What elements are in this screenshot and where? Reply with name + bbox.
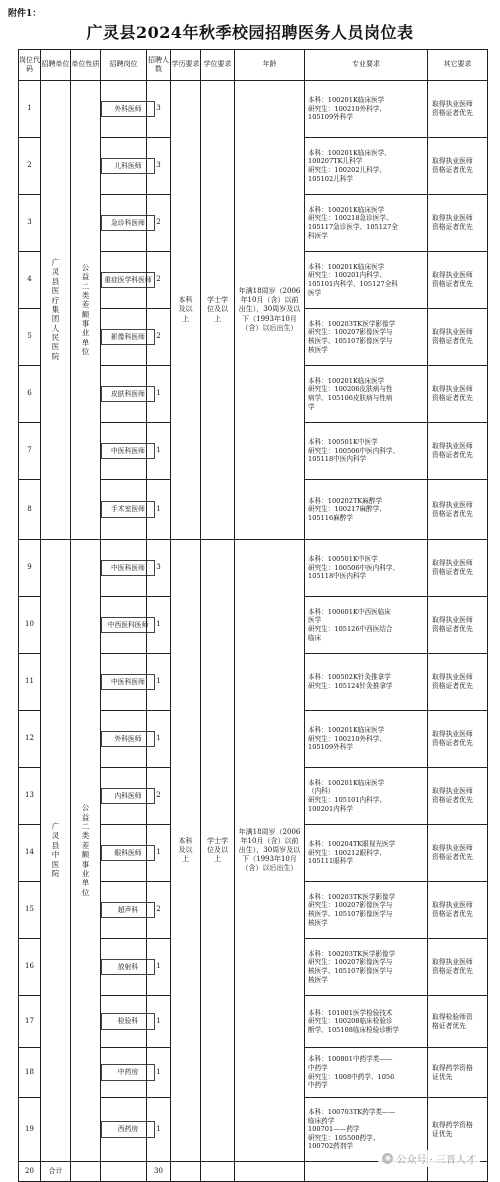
major-line: 临床药学 [308, 1116, 335, 1125]
major-line: 研究生：100201内科学、 [308, 271, 386, 280]
row-post [101, 480, 147, 540]
row-major [305, 711, 428, 768]
major-line: 核医学 [308, 918, 328, 927]
row-code: 14 [19, 825, 41, 882]
major-line: 中药学 [308, 1063, 328, 1072]
table-header-row [19, 50, 488, 81]
row-count: 2 [147, 309, 171, 366]
row-post [101, 597, 147, 654]
row-code: 18 [19, 1048, 41, 1098]
row-other [428, 81, 488, 138]
other-line: 取得药学资格 [432, 1120, 473, 1129]
other-line: 取得执业医师 [432, 844, 473, 853]
other-line: 取得执业医师 [432, 500, 473, 509]
other-line: 格证者优先 [432, 1021, 466, 1030]
row-count: 2 [147, 252, 171, 309]
row-major [305, 138, 428, 195]
group-unit [41, 81, 71, 540]
row-other [428, 480, 488, 540]
row-count: 1 [147, 366, 171, 423]
row-code: 10 [19, 597, 41, 654]
group-age [235, 540, 305, 1162]
header-count: 招聘人数 [147, 50, 171, 81]
unit-name: 广灵县中医院 [51, 822, 60, 878]
major-line: 105117急诊医学、105127全 [308, 223, 398, 231]
row-other [428, 939, 488, 996]
other-line: 资格证者优先 [432, 451, 473, 459]
major-line: 研究生：100218急诊医学、 [308, 214, 393, 223]
row-other [428, 138, 488, 195]
major-line: 本科：100201K临床医学 [308, 262, 385, 271]
group-degree [201, 81, 235, 540]
major-line: 病学、105106皮肤病与性病 [308, 394, 393, 402]
row-code: 19 [19, 1098, 41, 1162]
row-count: 3 [147, 81, 171, 138]
row-post [101, 1048, 147, 1098]
major-line: 研究生：100207影像医学与 [308, 901, 393, 910]
edu-requirement: 本科及以上 [178, 836, 193, 864]
row-other [428, 825, 488, 882]
row-code: 15 [19, 882, 41, 939]
total-label: 合计 [41, 1162, 71, 1182]
row-code: 17 [19, 996, 41, 1048]
major-line: 本科：100201K临床医学 [308, 376, 385, 385]
row-post [101, 423, 147, 480]
other-line: 资格证者优先 [432, 625, 473, 633]
row-post [101, 768, 147, 825]
row-count: 1 [147, 480, 171, 540]
row-post [101, 654, 147, 711]
row-code: 9 [19, 540, 41, 597]
row-code: 13 [19, 768, 41, 825]
row-major [305, 882, 428, 939]
total-empty [101, 1162, 147, 1182]
attachment-label: 附件1： [8, 9, 42, 19]
age-requirement: 年满18周岁（2006年10月（含）以前出生），30周岁及以下（1993年10月（含）以后出生） [238, 827, 301, 873]
row-count: 1 [147, 825, 171, 882]
row-major [305, 597, 428, 654]
major-line: 医学 [308, 288, 322, 297]
row-code: 1 [19, 81, 41, 138]
row-other [428, 996, 488, 1048]
other-line: 资格证者优先 [432, 337, 473, 345]
major-line: 本科：100502K针灸推拿学 [308, 673, 391, 682]
row-count: 2 [147, 882, 171, 939]
table-row [19, 81, 488, 138]
post-name: 皮肤科医师 [101, 386, 155, 403]
other-line: 资格证者优先 [432, 109, 473, 117]
other-line: 取得执业医师 [432, 673, 473, 682]
other-line: 取得执业医师 [432, 958, 473, 967]
row-code: 16 [19, 939, 41, 996]
row-code: 4 [19, 252, 41, 309]
watermark [378, 1150, 480, 1167]
post-name: 中医科医师 [101, 443, 155, 460]
row-count: 3 [147, 540, 171, 597]
row-code: 7 [19, 423, 41, 480]
major-line: 本科：100201K临床医学 [308, 778, 385, 787]
major-line: 断学、105108临床检验诊断学 [308, 1025, 400, 1034]
major-line: 105118中医内科学 [308, 455, 367, 464]
post-name: 西药房 [101, 1121, 155, 1138]
row-major [305, 540, 428, 597]
major-line: 研究生：100207影像医学与 [308, 328, 393, 337]
row-post [101, 939, 147, 996]
major-line: 核医学 [308, 345, 328, 354]
table-row [19, 540, 488, 597]
major-line: 本科：101001医学检验技术 [308, 1008, 393, 1017]
row-post [101, 252, 152, 309]
other-line: 取得执业医师 [432, 385, 473, 394]
post-name: 内科医师 [101, 788, 155, 805]
major-line: 100701——药学 [308, 1125, 360, 1134]
major-line: 105109外科学 [308, 113, 353, 122]
row-major [305, 654, 428, 711]
edu-requirement: 本科及以上 [178, 296, 193, 323]
header-nature: 单位性质 [71, 50, 101, 81]
watermark-text: 公众号 · 三晋人才 [396, 1155, 476, 1166]
major-line: 105118中医内科学 [308, 572, 367, 581]
major-line: （内科） [308, 787, 335, 796]
row-other [428, 252, 488, 309]
total-empty [171, 1162, 201, 1182]
post-name: 外科医师 [101, 731, 155, 748]
row-code: 11 [19, 654, 41, 711]
row-post [101, 81, 147, 138]
major-line: 本科：100202TK麻醉学 [308, 496, 383, 505]
other-line: 证优先 [432, 1072, 453, 1081]
major-line: 核医学、105107影像医学与 [308, 337, 393, 345]
row-code: 3 [19, 195, 41, 252]
other-line: 取得执业医师 [432, 787, 473, 796]
row-post [101, 309, 147, 366]
major-line: 核医学、105107影像医学与 [308, 910, 393, 918]
row-count: 2 [147, 768, 171, 825]
group-unit [41, 540, 71, 1162]
row-other [428, 711, 488, 768]
major-line: 研究生：100212眼科学、 [308, 848, 386, 857]
post-name: 儿科医师 [101, 158, 155, 175]
major-line: 研究生：1008中药学、1056 [308, 1072, 395, 1081]
major-line: 本科：100201K临床医学 [308, 726, 385, 735]
major-line: 研究生：105124针灸推拿学 [308, 682, 393, 690]
post-name: 放射科 [101, 959, 155, 976]
row-major [305, 768, 428, 825]
post-name: 外科医师 [101, 101, 155, 118]
major-line: 研究生：100210外科学、 [308, 104, 386, 113]
header-degree: 学位要求 [201, 50, 235, 81]
row-other [428, 768, 488, 825]
row-code: 2 [19, 138, 41, 195]
row-code: 5 [19, 309, 41, 366]
major-line: 本科：100601K中西医临床 [308, 607, 391, 616]
header-edu: 学历要求 [171, 50, 201, 81]
post-name: 重症医学科医师 [101, 272, 155, 289]
post-name: 中医科医师 [101, 560, 155, 577]
major-line: 100207TK儿科学 [308, 157, 363, 166]
row-other [428, 597, 488, 654]
row-count: 1 [147, 597, 171, 654]
post-name: 手术室医师 [101, 501, 155, 518]
post-name: 检验科 [101, 1013, 155, 1030]
other-line: 资格证者优先 [432, 394, 473, 402]
other-line: 证优先 [432, 1129, 453, 1138]
major-line: 本科：100703TK药学类—— [308, 1108, 396, 1117]
major-line: 研究生：105500药学、 [308, 1133, 380, 1142]
post-name: 急诊科医师 [101, 215, 155, 232]
major-line: 本科：100203TK医学影像学 [308, 949, 396, 958]
row-count: 1 [147, 711, 171, 768]
header-post: 招聘岗位 [101, 50, 147, 81]
major-line: 105116麻醉学 [308, 513, 353, 522]
unit-nature: 公益二类差额事业单位 [81, 803, 90, 897]
major-line: 本科：100201K临床医学、 [308, 148, 391, 157]
header-age: 年龄 [235, 50, 305, 81]
row-major [305, 1048, 428, 1098]
major-line: 本科：100801中药学类—— [308, 1055, 393, 1064]
major-line: 本科：100204TK眼视光医学 [308, 840, 396, 849]
post-name: 中西医科医师 [101, 617, 155, 634]
other-line: 资格证者优先 [432, 910, 473, 918]
other-line: 资格证者优先 [432, 509, 473, 518]
major-line: 临床 [308, 633, 322, 642]
major-line: 中药学 [308, 1081, 328, 1090]
row-post [101, 825, 147, 882]
other-line: 取得执业医师 [432, 214, 473, 223]
group-degree [201, 540, 235, 1162]
other-line: 取得执业医师 [432, 442, 473, 451]
other-line: 资格证者优先 [432, 223, 473, 231]
other-line: 取得执业医师 [432, 616, 473, 625]
row-post [101, 540, 147, 597]
row-code: 6 [19, 366, 41, 423]
other-line: 取得执业医师 [432, 100, 473, 109]
header-other: 其它要求 [428, 50, 488, 81]
row-other [428, 195, 488, 252]
row-count: 1 [147, 654, 171, 711]
major-line: 医学 [308, 616, 322, 625]
row-other [428, 309, 488, 366]
other-line: 取得执业医师 [432, 328, 473, 337]
total-code: 20 [19, 1162, 41, 1182]
total-count: 30 [147, 1162, 171, 1182]
row-count: 1 [147, 423, 171, 480]
major-line: 科医学 [308, 231, 328, 240]
post-name: 中药房 [101, 1064, 155, 1081]
other-line: 资格证者优先 [432, 280, 473, 288]
major-line: 核医学、105107影像医学与 [308, 967, 393, 975]
major-line: 105102儿科学 [308, 174, 353, 183]
major-line: 研究生：100206皮肤病与性 [308, 385, 393, 394]
major-line: 研究生：100506中医内科学、 [308, 446, 400, 455]
row-count: 3 [147, 138, 171, 195]
other-line: 取得执业医师 [432, 730, 473, 739]
major-line: 本科：100203TK医学影像学 [308, 319, 396, 328]
page-title: 广灵县2024年秋季校园招聘医务人员岗位表 [86, 23, 414, 42]
major-line: 研究生：105126中西医结合 [308, 625, 393, 633]
row-count: 1 [147, 996, 171, 1048]
post-name: 中医科医师 [101, 674, 155, 691]
major-line: 研究生：100207影像医学与 [308, 958, 393, 967]
degree-requirement: 学士学位及以上 [207, 296, 228, 323]
row-major [305, 81, 428, 138]
post-name: 超声科 [101, 902, 155, 919]
row-other [428, 540, 488, 597]
other-line: 资格证者优先 [432, 967, 473, 975]
row-code: 12 [19, 711, 41, 768]
major-line: 本科：100501K中医学 [308, 555, 378, 564]
group-edu [171, 540, 201, 1162]
row-count: 1 [147, 939, 171, 996]
post-name: 影像科医师 [101, 329, 155, 346]
row-major [305, 825, 428, 882]
major-line: 105111眼科学 [308, 857, 353, 866]
row-post [101, 366, 147, 423]
wechat-official-account-icon: ◉ [382, 1153, 393, 1164]
row-major [305, 939, 428, 996]
other-line: 取得执业医师 [432, 157, 473, 166]
major-line: 研究生：100506中医内科学、 [308, 563, 400, 572]
unit-nature: 公益二类差额事业单位 [81, 262, 90, 357]
header-code: 岗位代码 [19, 50, 41, 81]
row-major [305, 309, 428, 366]
major-line: 100201内科学 [308, 804, 353, 813]
major-line: 研究生：100210外科学、 [308, 734, 386, 743]
row-other [428, 882, 488, 939]
major-line: 研究生：105101内科学、 [308, 796, 386, 804]
major-line: 学 [308, 402, 315, 411]
recruitment-table [18, 49, 488, 1182]
major-line: 105101内科学、105127全科 [308, 280, 398, 288]
other-line: 取得执业医师 [432, 901, 473, 910]
row-count: 2 [147, 195, 171, 252]
other-line: 取得药学资格 [432, 1063, 473, 1072]
row-major [305, 480, 428, 540]
row-count: 1 [147, 1098, 171, 1162]
degree-requirement: 学士学位及以上 [207, 836, 228, 864]
other-line: 资格证者优先 [432, 739, 473, 747]
row-other [428, 1048, 488, 1098]
row-other [428, 654, 488, 711]
major-line: 本科：100201K临床医学 [308, 205, 385, 214]
row-count: 1 [147, 1048, 171, 1098]
row-major [305, 423, 428, 480]
row-post [101, 882, 147, 939]
age-requirement: 年满18周岁（2006年10月（含）以前出生），30周岁及以下（1993年10月（含）以后出生） [238, 287, 301, 332]
unit-name: 广灵县医疗集团人民医院 [51, 258, 60, 361]
row-other [428, 423, 488, 480]
other-line: 资格证者优先 [432, 796, 473, 804]
major-line: 100702药剂学 [308, 1142, 353, 1151]
row-other [428, 366, 488, 423]
row-code: 8 [19, 480, 41, 540]
other-line: 资格证者优先 [432, 853, 473, 861]
row-post [101, 996, 147, 1048]
other-line: 资格证者优先 [432, 166, 473, 174]
total-empty [71, 1162, 101, 1182]
total-empty [235, 1162, 305, 1182]
row-major [305, 252, 428, 309]
group-edu [171, 81, 201, 540]
row-post [101, 711, 147, 768]
major-line: 研究生：100202儿科学、 [308, 166, 386, 174]
group-age [235, 81, 305, 540]
group-nature [71, 540, 101, 1162]
other-line: 取得执业医师 [432, 271, 473, 280]
row-post [101, 138, 147, 195]
row-major [305, 195, 428, 252]
total-empty [201, 1162, 235, 1182]
other-line: 资格证者优先 [432, 568, 473, 576]
header-major: 专业要求 [305, 50, 428, 81]
group-nature [71, 81, 101, 540]
major-line: 核医学 [308, 975, 328, 984]
major-line: 研究生：100217麻醉学、 [308, 505, 386, 514]
other-line: 资格证者优先 [432, 682, 473, 690]
major-line: 研究生：100208临床检验诊 [308, 1017, 393, 1026]
major-line: 本科：100203TK医学影像学 [308, 892, 396, 901]
major-line: 本科：100201K临床医学 [308, 96, 385, 105]
post-name: 眼科医师 [101, 845, 155, 862]
row-post [101, 195, 147, 252]
row-major [305, 996, 428, 1048]
major-line: 105109外科学 [308, 743, 353, 752]
major-line: 本科：100501K中医学 [308, 438, 378, 447]
other-line: 取得检验师资 [432, 1012, 473, 1021]
other-line: 取得执业医师 [432, 559, 473, 568]
row-post [101, 1098, 147, 1162]
row-major [305, 366, 428, 423]
header-unit: 招聘单位 [41, 50, 71, 81]
